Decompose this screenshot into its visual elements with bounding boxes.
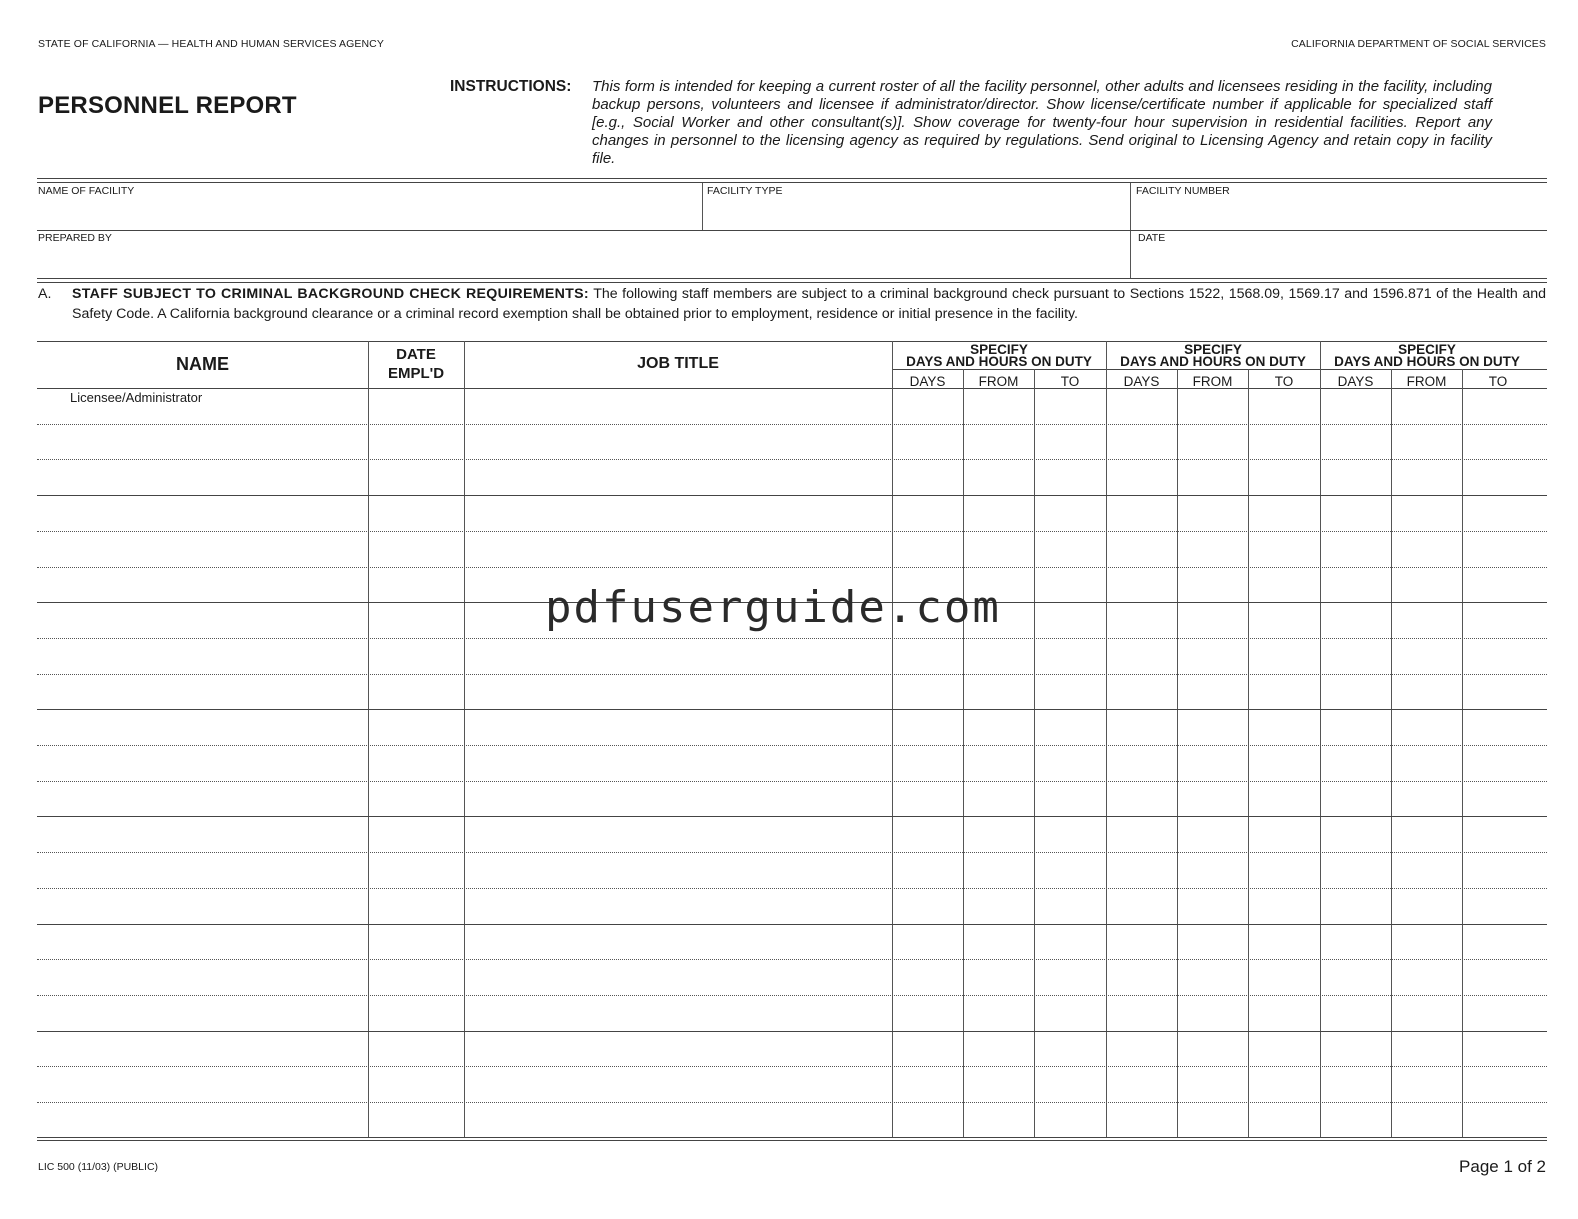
subheader-to-1: TO [1060,374,1080,389]
row-separator [37,567,1547,568]
row-separator [37,781,1547,782]
col-line-g2a [1177,369,1178,1137]
duty-group-2-line1: SPECIFY [1184,342,1242,357]
column-header-date [368,345,464,383]
facility-number-field[interactable] [1135,196,1547,230]
col-line-name [368,341,369,1137]
name-of-facility-label: NAME OF FACILITY [38,185,135,197]
col-line-date [464,341,465,1137]
section-a-letter: A. [38,286,52,302]
table-bottom-2 [37,1140,1547,1141]
col-line-g2b [1248,369,1249,1137]
row-separator [37,1102,1547,1103]
row-separator [37,1066,1547,1067]
first-row-name: Licensee/Administrator [70,390,203,405]
column-header-date-line2: EMPL'D [387,365,445,382]
subheader-days-2: DAYS [1123,374,1160,389]
prepared-by-label: PREPARED BY [38,232,112,244]
page-number: Page 1 of 2 [1459,1157,1546,1176]
duty-group-3-line1: SPECIFY [1398,342,1456,357]
divider-top-1 [37,178,1547,179]
form-title: PERSONNEL REPORT [38,92,297,119]
column-header-name: NAME [176,354,229,374]
row-separator [37,674,1547,675]
row-separator [37,709,1547,710]
duty-group-1-line2: DAYS AND HOURS ON DUTY [906,354,1092,369]
subheader-days-1: DAYS [909,374,946,389]
facility-number-label: FACILITY NUMBER [1136,185,1230,197]
subheader-days-3: DAYS [1337,374,1374,389]
subheader-to-3: TO [1488,374,1508,389]
section-a [38,284,1546,324]
row-separator [37,1031,1547,1032]
instructions-text: This form is intended for keeping a current roster of all the facility personnel, other adults and licensees residing in the facility, including backup persons, volunteers and licensee if administrator/director. Show license/certificate number if applicable for specialized staff [e.g., Social Worker and other consultant(s)]. Show coverage for twenty-four hour supervision in residential facilities. Report any changes in personnel to the licensing agency as required by regulations. Send original to Licensing Agency and retain copy in facility file. [592,78,1492,167]
divider-top-2 [37,182,1547,183]
form-id: LIC 500 (11/03) (PUBLIC) [38,1161,159,1173]
row-separator [37,816,1547,817]
section-a-heading: STAFF SUBJECT TO CRIMINAL BACKGROUND CHECK REQUIREMENTS: [72,286,589,302]
group-subheader-divider [892,369,1547,370]
row-separator [37,638,1547,639]
col-line-g1 [1106,341,1107,1137]
divider-bottom-1 [37,278,1547,279]
name-of-facility-field[interactable] [37,196,701,230]
facility-type-label: FACILITY TYPE [707,185,783,197]
col-line-job [892,341,893,1137]
field-divider-2 [1130,183,1131,279]
table-bottom-1 [37,1137,1547,1138]
duty-group-header-1 [892,344,1106,368]
prepared-by-field[interactable] [37,244,1127,278]
row-separator [37,852,1547,853]
department-header: CALIFORNIA DEPARTMENT OF SOCIAL SERVICES [1291,38,1546,50]
subheader-from-3: FROM [1406,374,1447,389]
instructions-label: INSTRUCTIONS: [450,78,572,95]
column-header-date-line1: DATE [396,346,436,363]
watermark: pdfuserguide.com [545,582,1001,633]
row-separator [37,745,1547,746]
col-line-g2 [1320,341,1321,1137]
row-separator [37,495,1547,496]
section-a-text: The following staff members are subject to a criminal background check pursuant to Sections 1522, 1568.09, 1569.17 and 1596.871 of the Health and Safety Code. A California background clearance or a criminal record exemption shall be obtained prior to employment, residence or initial presence in the facility. [72,286,1546,322]
row-separator [37,959,1547,960]
duty-group-3-line2: DAYS AND HOURS ON DUTY [1334,354,1520,369]
date-label: DATE [1138,232,1166,244]
field-row-divider [37,230,1547,231]
row-separator [37,531,1547,532]
row-separator [37,995,1547,996]
subheader-from-2: FROM [1192,374,1233,389]
row-separator [37,424,1547,425]
duty-group-1-line1: SPECIFY [970,342,1028,357]
facility-type-field[interactable] [706,196,1130,230]
column-header-job-title: JOB TITLE [637,355,719,372]
divider-bottom-2 [37,282,1547,283]
row-separator [37,459,1547,460]
duty-group-2-line2: DAYS AND HOURS ON DUTY [1120,354,1306,369]
row-separator [37,888,1547,889]
duty-group-header-2 [1106,344,1320,368]
duty-group-header-3 [1320,344,1534,368]
date-field[interactable] [1135,244,1547,278]
row-separator [37,924,1547,925]
col-line-g1b [1034,369,1035,1137]
field-divider-1 [702,183,703,231]
col-line-g3b [1462,369,1463,1137]
subheader-from-1: FROM [978,374,1019,389]
col-line-g1a [963,369,964,1137]
subheader-to-2: TO [1274,374,1294,389]
col-line-g3a [1391,369,1392,1137]
agency-header: STATE OF CALIFORNIA — HEALTH AND HUMAN SERVICES AGENCY [38,38,384,50]
